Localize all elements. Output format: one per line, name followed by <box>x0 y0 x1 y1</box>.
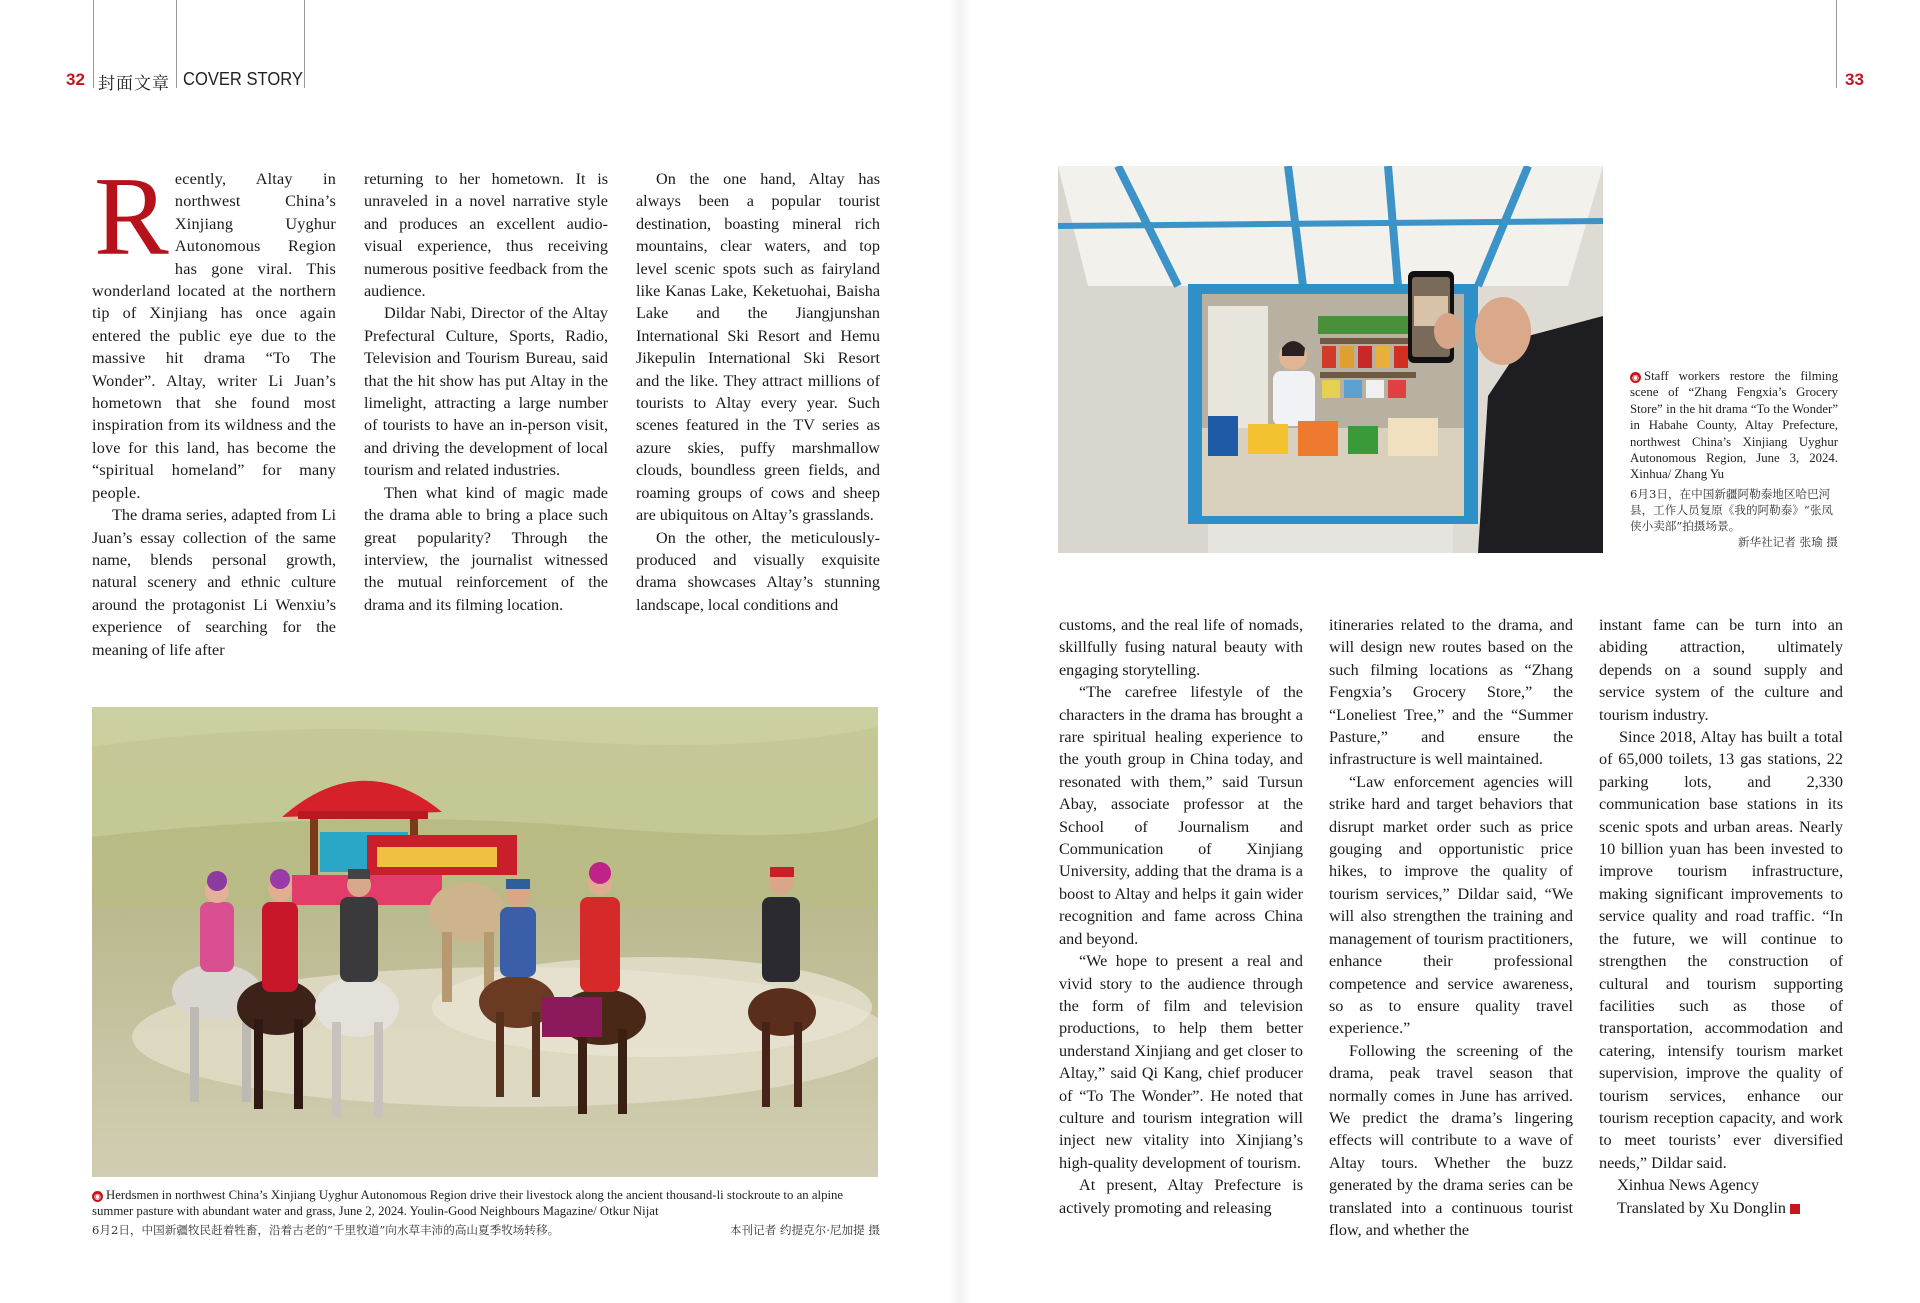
header-rule <box>1836 0 1837 88</box>
article-paragraph: At present, Altay Prefecture is actively promoting and releasing <box>1059 1176 1303 1217</box>
photo-caption-cn: 6月3日，在中国新疆阿勒泰地区哈巴河县，工作人员复原《我的阿勒泰》“张凤侠小卖部”拍摄场景。 <box>1630 487 1834 533</box>
article-paragraph: Following the screening of the drama, peak travel season that normally comes in June has arrived. We predict the drama’s lingering effects will contribute to a wave of Altay tours. Whether the buzz generated by the drama series can be translated into a continuous tourist flow, and whether the <box>1329 1041 1573 1239</box>
article-paragraph: On the one hand, Altay has always been a popular tourist destination, boasting mineral rich mountains, clear waters, and top level scenic spots such as fairyland like Kanas Lake, Keketuohai, Baisha Lake and the Jiangjunshan International Ski Resort and Hemu Jikepulin International Ski Resort and the like. They attract millions of tourists to Altay every year. Such scenes featured in the TV series as azure skies, puffy marshmallow clouds, boundless green fields, and roaming groups of cows and sheep are ubiquitous on Altay’s grasslands. <box>636 170 880 525</box>
article-paragraph: Recently, Altay in northwest China’s Xinjiang Uyghur Autonomous Region has gone viral. This wonderland located at the northern tip of Xinjiang has once again entered the public eye due to the massive hit drama “To The Wonder”. Altay, writer Li Juan’s hometown that she found most inspiration from its wildness and the love for this land, has become the “spiritual homeland” for many people. <box>92 155 336 502</box>
end-mark-icon <box>1790 1204 1800 1214</box>
caption-camera-icon: ◉ <box>92 1191 103 1202</box>
photo-credit-cn: 新华社记者 张瑜 摄 <box>1737 535 1838 549</box>
article-paragraph: The drama series, adapted from Li Juan’s essay collection of the same name, blends personal growth, natural scenery and ethnic culture around the protagonist Li Wenxiu’s experience of searching for the meaning of life after <box>92 506 336 659</box>
photo-grocery-store <box>1058 166 1603 553</box>
article-paragraph: “We hope to present a real and vivid story to the audience through the form of film and television productions, to help them better understand Xinjiang and get closer to Altay,” said Qi Kang, chief producer of “To The Wonder”. He noted that culture and tourism integration will inject new vitality into Xinjiang’s high-quality development of tourism. <box>1059 952 1303 1172</box>
article-column-2 <box>364 168 608 616</box>
article-column-6 <box>1599 614 1843 1219</box>
article-paragraph: customs, and the real life of nomads, skillfully fusing natural beauty with engaging storytelling. <box>1059 616 1303 679</box>
caption-camera-icon: ◉ <box>1630 372 1641 383</box>
header-rule <box>176 0 177 88</box>
article-paragraph: Then what kind of magic made the drama able to bring a place such great popularity? Through the interview, the journalist witnessed the mutual reinforcement of the drama and its filming location. <box>364 483 608 614</box>
header-rule <box>304 0 305 88</box>
article-paragraph: Dildar Nabi, Director of the Altay Prefectural Culture, Sports, Radio, Television and Tourism Bureau, said that the hit show has put Altay in the limelight, attracting a large number of tourists to have an in-person visit, and driving the development of local tourism and related industries. <box>364 304 608 480</box>
article-paragraph: itineraries related to the drama, and will design new routes based on the such filming locations as “Zhang Fengxia’s Grocery Store,” the “Loneliest Tree,” and the “Summer Pasture,” and ensure the infrastructure is well maintained. <box>1329 616 1573 769</box>
byline-translator: Translated by Xu Donglin <box>1599 1197 1843 1219</box>
article-paragraph: “Law enforcement agencies will strike hard and target behaviors that disrupt market order such as price gouging and opportunistic price hikes, to improve the quality of tourism services,” Dildar said, “We will also strengthen the training and management of tourism practitioners, enhance their professional competence and service awareness, so as to ensure quality travel experience.” <box>1329 772 1573 1038</box>
left-page-number: 32 <box>66 70 85 89</box>
byline-agency: Xinhua News Agency <box>1617 1176 1760 1195</box>
right-page-number: 33 <box>1845 70 1864 89</box>
article-paragraph: “The carefree lifestyle of the characters in the drama has brought a rare spiritual healing experience to the youth group in China today, and resonated with them,” said Tursun Abay, associate professor at the School of Journalism and Communication of Xinjiang University, adding that the drama is a boost to Altay and helps it gain wider recognition and fame across China and beyond. <box>1059 683 1303 948</box>
photo-credit-cn: 本刊记者 约提克尔·尼加提 摄 <box>729 1223 880 1237</box>
article-column-4 <box>1059 614 1303 1219</box>
photo-caption-en: ◉ Staff workers restore the filming scene of “Zhang Fengxia’s Grocery Store” in the hit drama “To the Wonder” in Habahe County, Altay Prefecture, northwest China’s Xinjiang Uyghur Autonomous Region, June 3, 2024. Xinhua/ Zhang Yu <box>1630 369 1838 482</box>
article-paragraph: returning to her hometown. It is unraveled in a novel narrative style and produces an excellent audio-visual experience, thus receiving numerous positive feedback from the audience. <box>364 170 608 301</box>
page-gutter <box>950 0 970 1303</box>
section-title-en: COVER STORY <box>183 69 303 89</box>
header-rule <box>93 0 94 88</box>
photo-caption-cn: 6月2日，中国新疆牧民赶着牲畜，沿着古老的“千里牧道”向水草丰沛的高山夏季牧场转移。 <box>92 1223 560 1237</box>
article-paragraph: instant fame can be turn into an abiding attraction, ultimately depends on a sound supply and service system of the culture and tourism industry. <box>1599 616 1843 724</box>
article-paragraph: On the other, the meticulously-produced and visually exquisite drama showcases Altay’s stunning landscape, local conditions and <box>636 528 880 614</box>
article-column-3 <box>636 168 880 616</box>
photo-caption-en: ◉ Herdsmen in northwest China’s Xinjiang Uyghur Autonomous Region drive their livestock along the ancient thousand-li stockroute to an alpine summer pasture with abundant water and grass, June 2, 2024. Youlin-Good Neighbours Magazine/ Otkur Nijat <box>92 1188 844 1219</box>
article-column-5 <box>1329 614 1573 1241</box>
photo-herdsmen <box>92 707 878 1177</box>
drop-cap: R <box>94 155 169 279</box>
article-paragraph: Since 2018, Altay has built a total of 65,000 toilets, 13 gas stations, 22 parking lots, and 2,330 communication base stations in its scenic spots and urban areas. Nearly 10 billion yuan has been invested to improve tourism infrastructure, making significant improvements to service quality and road traffic. “In the future, we will continue to strengthen the construction of cultural and tourism supporting facilities such as those of transportation, accommodation and catering, intensify tourism market supervision, improve the quality of tourism services, enhance our tourism reception capacity, and work to meet tourists’ ever diversified needs,” Dildar said. <box>1599 728 1843 1172</box>
section-title-cn: 封面文章 <box>98 74 170 94</box>
article-column-1 <box>92 155 336 661</box>
